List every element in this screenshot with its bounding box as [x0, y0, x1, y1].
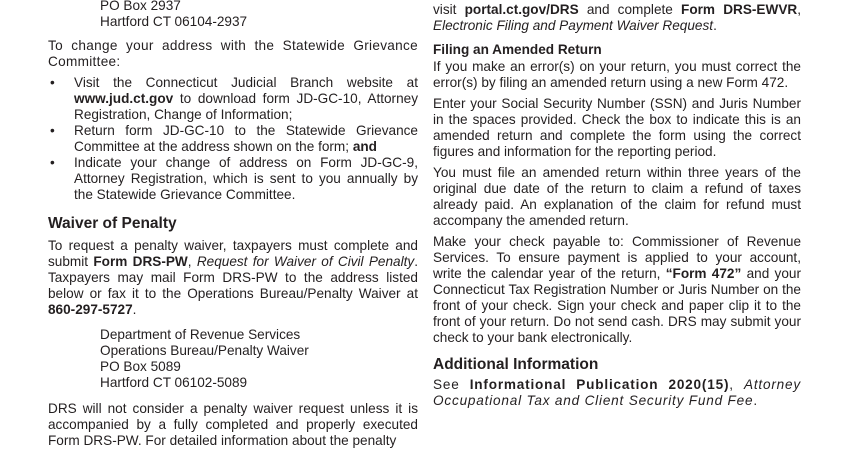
website-link[interactable]: www.jud.ct.gov	[74, 91, 174, 106]
check-paragraph: Make your check payable to: Commissioner of Revenue Services. To ensure payment is applied to your account, write the calendar year of the return, “Form 472” and your Connecticut Tax Registration Number or Juris Number on the front of your check. Sign your check and paper clip it to the front of your return. Do not send cash. DRS may submit your check to your bank electronically.	[433, 234, 801, 345]
address-line: Department of Revenue Services	[100, 327, 301, 342]
amended-paragraph-2: Enter your Social Security Number (SSN) and Juris Number in the spaces provided. Check the box to indicate this is an amended return and complete the form using the correct figures and information for the reporting period.	[433, 96, 801, 159]
section-heading-amended: Filing an Amended Return	[433, 42, 602, 57]
list-item: • Return form JD-GC-10 to the Statewide Grievance Committee at the address shown on the form; and	[50, 123, 418, 154]
change-address-intro: To change your address with the Statewide Grievance Committee:	[48, 38, 418, 69]
list-item: • Indicate your change of address on Form JD-GC-9, Attorney Registration, which is sent to you annually by the Statewide Grievance Committee.	[50, 155, 418, 202]
section-heading-waiver: Waiver of Penalty	[48, 215, 177, 232]
left-column	[48, 0, 418, 449]
bullet-icon: •	[50, 75, 55, 90]
address-line: Operations Bureau/Penalty Waiver	[100, 343, 309, 358]
visit-portal-paragraph: visit portal.ct.gov/DRS and complete Form DRS-EWVR, Electronic Filing and Payment Waiver Request.	[433, 2, 801, 33]
address-line: Hartford CT 06104-2937	[100, 14, 248, 29]
amended-paragraph-1: If you make an error(s) on your return, you must correct the error(s) by filing an amended return using a new Form 472.	[433, 59, 801, 90]
portal-link[interactable]: portal.ct.gov/DRS	[464, 2, 579, 17]
additional-paragraph: See Informational Publication 2020(15), Attorney Occupational Tax and Client Security Fund Fee.	[433, 377, 801, 408]
grievance-address	[100, 0, 418, 30]
address-line: Hartford CT 06102-5089	[100, 375, 248, 390]
bullet-icon: •	[50, 123, 55, 138]
amended-paragraph-3: You must file an amended return within three years of the original due date of the return to claim a refund of taxes already paid. An explanation of the claim for refund must accompany the amended return.	[433, 165, 801, 228]
list-item: • Visit the Connecticut Judicial Branch website at www.jud.ct.gov to download form JD-GC-10, Attorney Registration, Change of Information;	[50, 75, 418, 122]
bullet-icon: •	[50, 155, 55, 170]
waiver-paragraph: To request a penalty waiver, taxpayers must complete and submit Form DRS-PW, Request for Waiver of Civil Penalty. Taxpayers may mail Form DRS-PW to the address listed below or fax it to the Operations Bureau/Penalty Waiver at 860-297-5727.	[48, 238, 418, 317]
section-heading-additional: Additional Information	[433, 356, 599, 373]
address-line: PO Box 2937	[100, 0, 181, 13]
drs-address	[100, 327, 418, 391]
drs-waiver-note: DRS will not consider a penalty waiver request unless it is accompanied by a fully completed and properly executed Form DRS-PW. For detailed information about the penalty	[48, 401, 418, 448]
address-line: PO Box 5089	[100, 359, 181, 374]
right-column	[433, 0, 801, 409]
change-address-list	[48, 75, 418, 203]
